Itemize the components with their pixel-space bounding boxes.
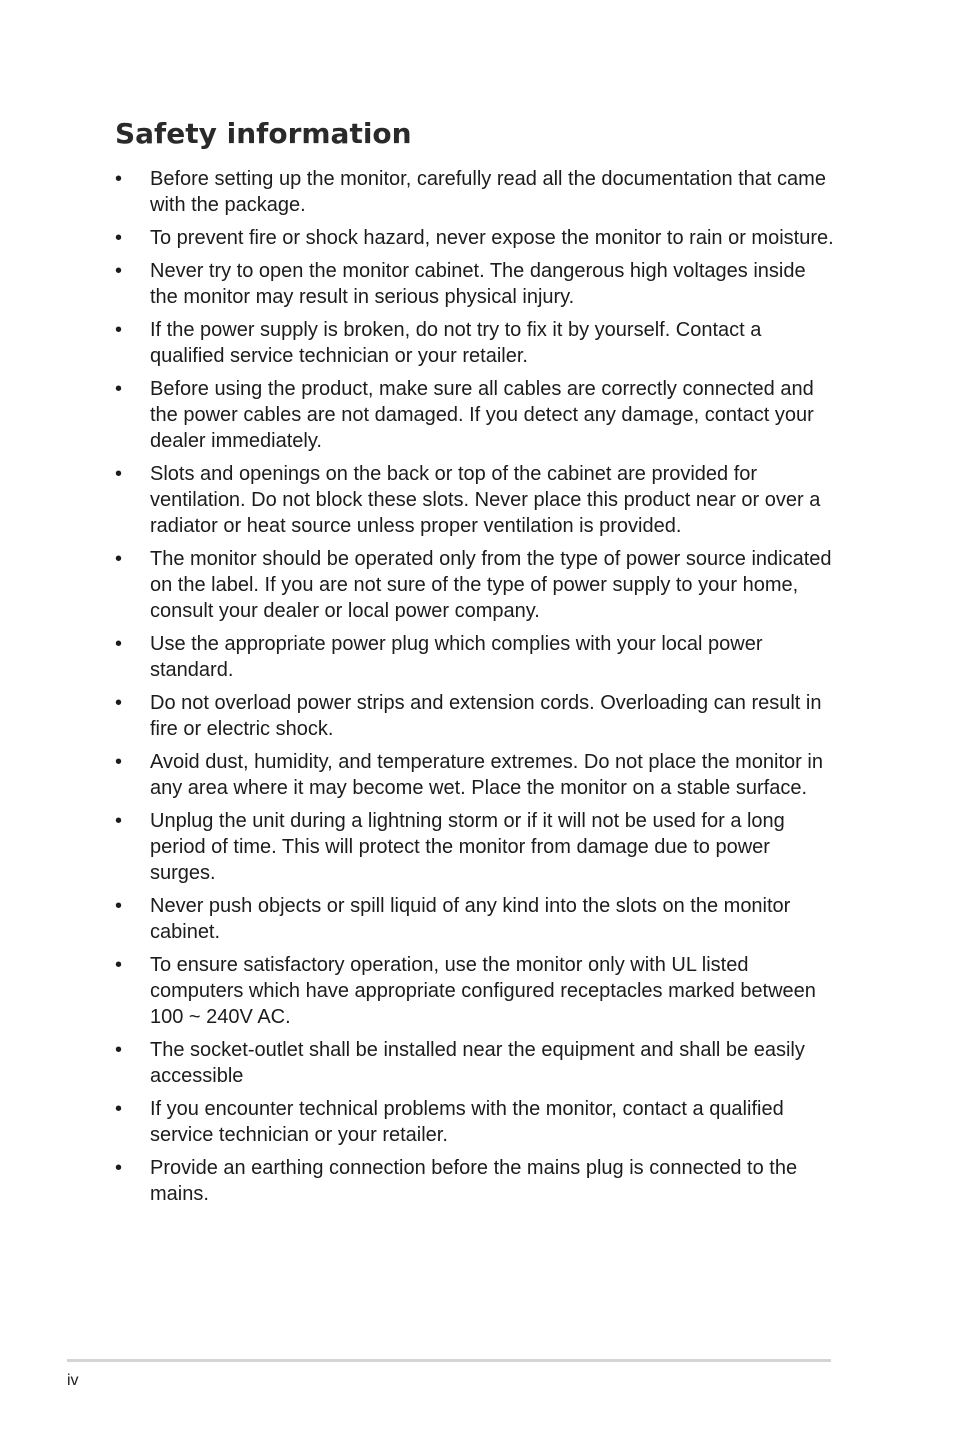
list-item (115, 258, 835, 310)
bullet-icon: • (115, 260, 123, 282)
bullet-icon: • (115, 227, 123, 249)
bullet-icon: • (115, 751, 123, 773)
list-item-text: The monitor should be operated only from the type of power source indicated on the label. If you are not sure of the type of power supply to your home, consult your dealer or local power company. (150, 548, 832, 622)
list-item-text: Unplug the unit during a lightning storm or if it will not be used for a long period of time. This will protect the monitor from damage due to power surges. (150, 810, 785, 884)
list-item (115, 749, 835, 801)
list-item-text: Never try to open the monitor cabinet. The dangerous high voltages inside the monitor may result in serious physical injury. (150, 260, 806, 308)
list-item-text: Provide an earthing connection before the mains plug is connected to the mains. (150, 1157, 798, 1205)
page-number: iv (67, 1372, 79, 1389)
bullet-icon: • (115, 168, 123, 190)
bullet-icon: • (115, 463, 123, 485)
list-item-text: Avoid dust, humidity, and temperature extremes. Do not place the monitor in any area where it may become wet. Place the monitor on a stable surface. (150, 751, 823, 799)
footer-divider (67, 1359, 831, 1362)
bullet-icon: • (115, 378, 123, 400)
bullet-icon: • (115, 895, 123, 917)
list-item-text: Never push objects or spill liquid of any kind into the slots on the monitor cabinet. (150, 895, 791, 943)
list-item (115, 631, 835, 683)
list-item-text: To ensure satisfactory operation, use the monitor only with UL listed computers which have appropriate configured receptacles marked between 100 ~ 240V AC. (150, 954, 816, 1028)
list-item (115, 690, 835, 742)
list-item (115, 376, 835, 454)
list-item (115, 546, 835, 624)
list-item (115, 225, 835, 251)
list-item-text: To prevent fire or shock hazard, never expose the monitor to rain or moisture. (150, 227, 834, 249)
bullet-icon: • (115, 810, 123, 832)
list-item-text: Do not overload power strips and extension cords. Overloading can result in fire or electric shock. (150, 692, 822, 740)
list-item (115, 952, 835, 1030)
list-item (115, 166, 835, 218)
list-item-text: Before setting up the monitor, carefully read all the documentation that came with the package. (150, 168, 826, 216)
list-item-text: Slots and openings on the back or top of the cabinet are provided for ventilation. Do not block these slots. Never place this product near or over a radiator or heat source unless proper ventilation is provided. (150, 463, 821, 537)
list-item (115, 1096, 835, 1148)
list-item (115, 461, 835, 539)
bullet-icon: • (115, 1098, 123, 1120)
page-title: Safety information (115, 117, 412, 150)
bullet-icon: • (115, 1039, 123, 1061)
list-item (115, 1037, 835, 1089)
bullet-icon: • (115, 633, 123, 655)
list-item-text: If you encounter technical problems with the monitor, contact a qualified service technician or your retailer. (150, 1098, 784, 1146)
bullet-icon: • (115, 319, 123, 341)
list-item (115, 808, 835, 886)
safety-bullet-list (115, 166, 835, 1214)
list-item-text: Before using the product, make sure all cables are correctly connected and the power cables are not damaged. If you detect any damage, contact your dealer immediately. (150, 378, 814, 452)
list-item-text: The socket-outlet shall be installed near the equipment and shall be easily accessible (150, 1039, 805, 1087)
bullet-icon: • (115, 692, 123, 714)
list-item (115, 317, 835, 369)
bullet-icon: • (115, 548, 123, 570)
list-item (115, 1155, 835, 1207)
list-item-text: If the power supply is broken, do not try to fix it by yourself. Contact a qualified service technician or your retailer. (150, 319, 762, 367)
bullet-icon: • (115, 1157, 123, 1179)
bullet-icon: • (115, 954, 123, 976)
list-item-text: Use the appropriate power plug which complies with your local power standard. (150, 633, 763, 681)
list-item (115, 893, 835, 945)
